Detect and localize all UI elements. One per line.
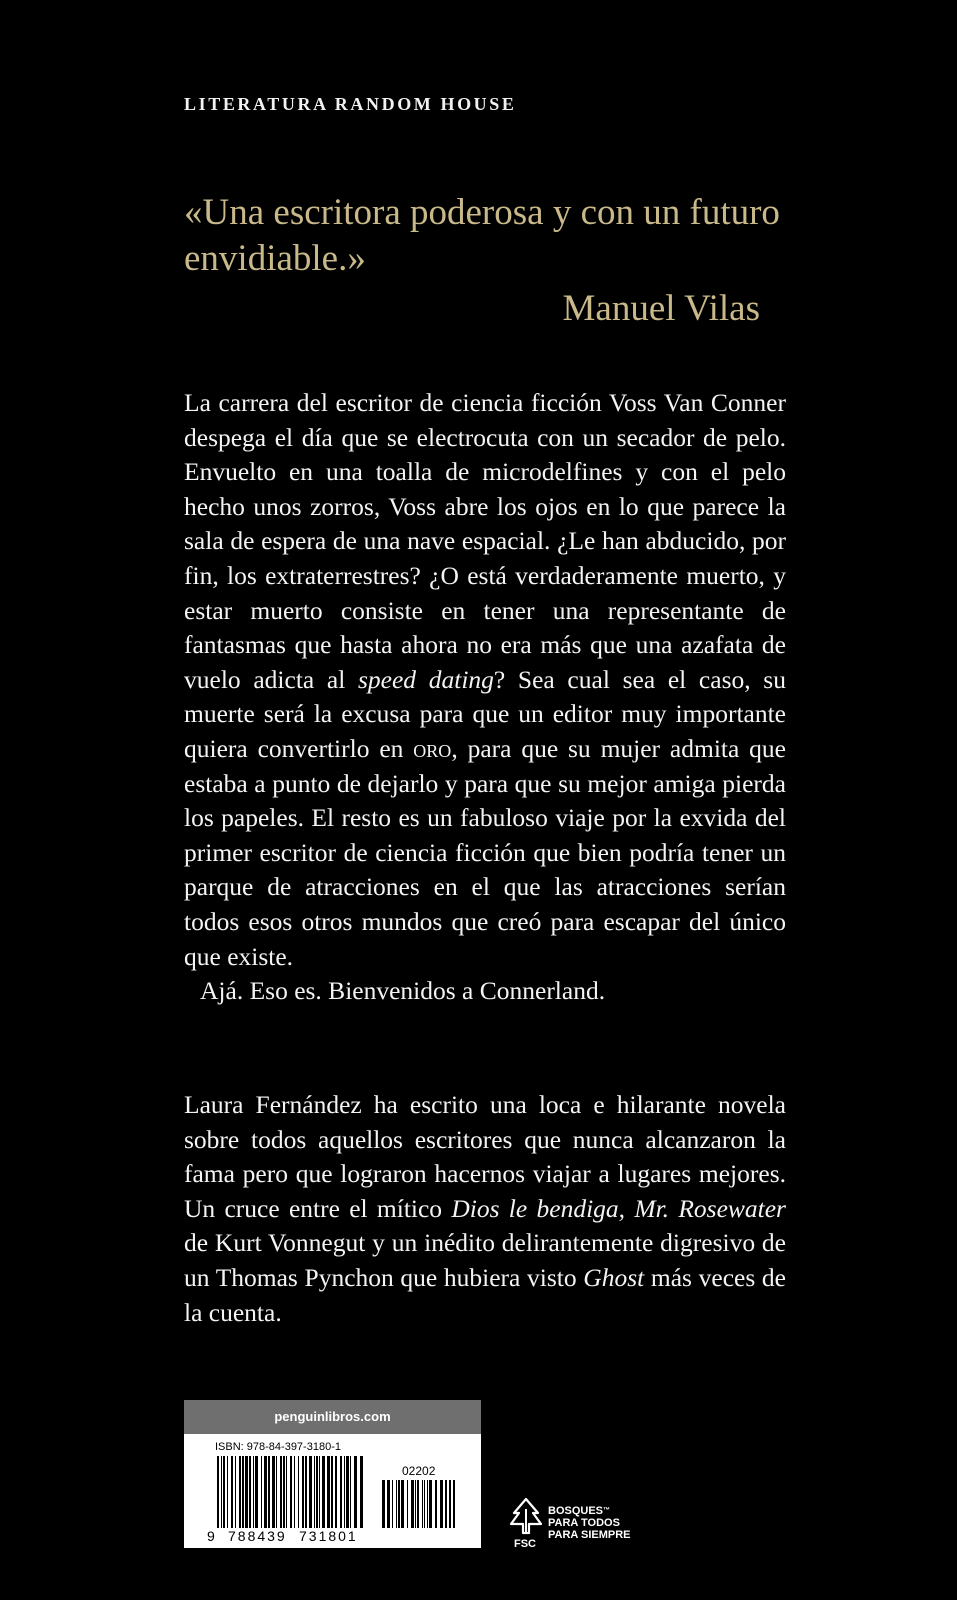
barcode-bar [331, 1456, 333, 1528]
author-note-text: de Kurt Vonnegut y un inédito delirantemente digresivo de un Thomas Pynchon que hubiera visto [184, 1228, 786, 1292]
synopsis-text: , para que su mujer admita que estaba a punto de dejarlo y para que su mejor amiga pierda los papeles. El resto es un fabuloso viaje por la exvida del primer escritor de ciencia ficción que bien podría tener un parque de atracciones en el que las atracciones serían todos esos otros mundos que creó para escapar del único que existe. [184, 733, 787, 971]
barcode-bar [290, 1456, 292, 1528]
fsc-line-1: BOSQUES [548, 1505, 604, 1517]
barcode-bar [422, 1480, 423, 1528]
barcode-bar [401, 1480, 404, 1528]
barcode-bar [445, 1480, 447, 1528]
barcode-bar [316, 1456, 318, 1528]
fsc-line-2: PARA TODOS [548, 1517, 620, 1529]
blurb-author: Manuel Vilas [562, 288, 760, 329]
barcode-digits-right: 731801 [299, 1528, 358, 1544]
film-title-italic: Ghost [583, 1262, 645, 1292]
synopsis [184, 386, 786, 1009]
barcode-bar [294, 1456, 295, 1528]
synopsis-smallcaps-term: oro [413, 733, 452, 763]
imprint-label: LITERATURA RANDOM HOUSE [184, 94, 517, 114]
barcode-bar [283, 1456, 285, 1528]
barcode-bar [340, 1456, 342, 1528]
barcode-bar [382, 1480, 385, 1528]
barcode-bar [221, 1456, 222, 1528]
barcode-bar [398, 1480, 400, 1528]
synopsis-closing: Ajá. Eso es. Bienvenidos a Connerland. [200, 976, 606, 1006]
barcode-bars [217, 1456, 363, 1528]
website-label: penguinlibros.com [184, 1400, 481, 1434]
barcode-bar [319, 1456, 320, 1528]
author-note-paragraph [184, 1088, 786, 1330]
barcode-bar [453, 1480, 455, 1528]
barcode-bar [415, 1480, 416, 1528]
barcode-bar [387, 1480, 390, 1528]
barcode-bar [449, 1480, 451, 1528]
barcode-addon-bars [382, 1480, 455, 1528]
barcode-bar [280, 1456, 282, 1528]
barcode-bar [435, 1480, 437, 1528]
fsc-label: FSC [514, 1538, 536, 1550]
barcode-bar [350, 1456, 351, 1528]
barcode-bar [249, 1456, 251, 1528]
barcode-bar [253, 1456, 254, 1528]
barcode-bar [268, 1456, 270, 1528]
barcode-bar [327, 1456, 330, 1528]
barcode-bar [335, 1456, 337, 1528]
fsc-trademark: ™ [603, 1507, 611, 1514]
barcode-graphic [184, 1400, 481, 1548]
barcode-bar [227, 1456, 228, 1528]
barcode-bar [305, 1456, 307, 1528]
isbn-label: ISBN: 978-84-397-3180-1 [215, 1441, 341, 1453]
barcode-bar [286, 1456, 287, 1528]
barcode-bar [255, 1456, 258, 1528]
barcode-bar [217, 1456, 219, 1528]
blurb-quote: «Una escritora poderosa y con un futuro envidiable.» [184, 192, 780, 279]
barcode-bar [314, 1456, 315, 1528]
barcode-bar [354, 1456, 357, 1528]
barcode-bar [261, 1456, 262, 1528]
barcode-bar [392, 1480, 393, 1528]
barcode-bar [407, 1480, 408, 1528]
barcode-digit-first: 9 [207, 1528, 215, 1544]
barcode-bar [417, 1480, 419, 1528]
barcode-bar [302, 1456, 304, 1528]
barcode-bar [424, 1480, 425, 1528]
author-note [184, 1088, 786, 1330]
barcode-bar [344, 1456, 345, 1528]
barcode-bar [239, 1456, 241, 1528]
barcode-bar [429, 1480, 432, 1528]
barcode-bar [264, 1456, 267, 1528]
barcode-bar [309, 1456, 312, 1528]
book-title-italic: Dios le bendiga, Mr. Rosewater [451, 1193, 786, 1223]
barcode-addon-number: 02202 [402, 1464, 436, 1478]
barcode-bar [223, 1456, 225, 1528]
barcode-bar [298, 1456, 299, 1528]
barcode-bar [231, 1456, 233, 1528]
barcode-bar [235, 1456, 236, 1528]
barcode-bar [272, 1456, 275, 1528]
synopsis-text: La carrera del escritor de ciencia ficción Voss Van Conner despega el día que se electrocuta con un secador de pelo. Envuelto en una toalla de microdelfines y con el pelo hecho unos zorros, Voss abre los ojos en lo que parece la sala de espera de una nave espacial. ¿Le han abducido, por fin, los extraterrestres? ¿O está verdaderamente muerto, y estar muerto consiste en tener una representante de fantasmas que hasta ahora no era más que una azafata de vuelo adicta al [184, 388, 786, 694]
barcode-bar [245, 1456, 248, 1528]
fsc-slogan [548, 1505, 631, 1541]
barcode-digits-left: 788439 [228, 1528, 287, 1544]
fsc-tree-icon [508, 1497, 544, 1537]
synopsis-italic-term: speed dating [358, 664, 494, 694]
barcode-bar [360, 1456, 363, 1528]
barcode-bar [242, 1456, 244, 1528]
author-note-text: Laura Fernández ha escrito una loca e hilarante novela sobre todos aquellos escritores que nunca alcanzaron la fama pero que lograron hacernos viajar a lugares mejores. Un cruce entre el mítico [184, 1090, 786, 1223]
barcode-bar [322, 1456, 325, 1528]
barcode-bar [440, 1480, 443, 1528]
fsc-line-3: PARA SIEMPRE [548, 1529, 631, 1541]
synopsis-text: ? Sea cual sea el caso, su muerte será la excusa para que un editor muy importante quiera convertirlo en [184, 664, 786, 763]
barcode-panel [184, 1400, 481, 1548]
barcode-bar [427, 1480, 428, 1528]
fsc-logo [508, 1497, 658, 1557]
barcode-bar [346, 1456, 349, 1528]
barcode-bar [276, 1456, 277, 1528]
author-note-text: más veces de la cuenta. [184, 1262, 786, 1327]
synopsis-paragraph [184, 386, 786, 974]
barcode-bar [396, 1480, 397, 1528]
barcode-bar [411, 1480, 414, 1528]
